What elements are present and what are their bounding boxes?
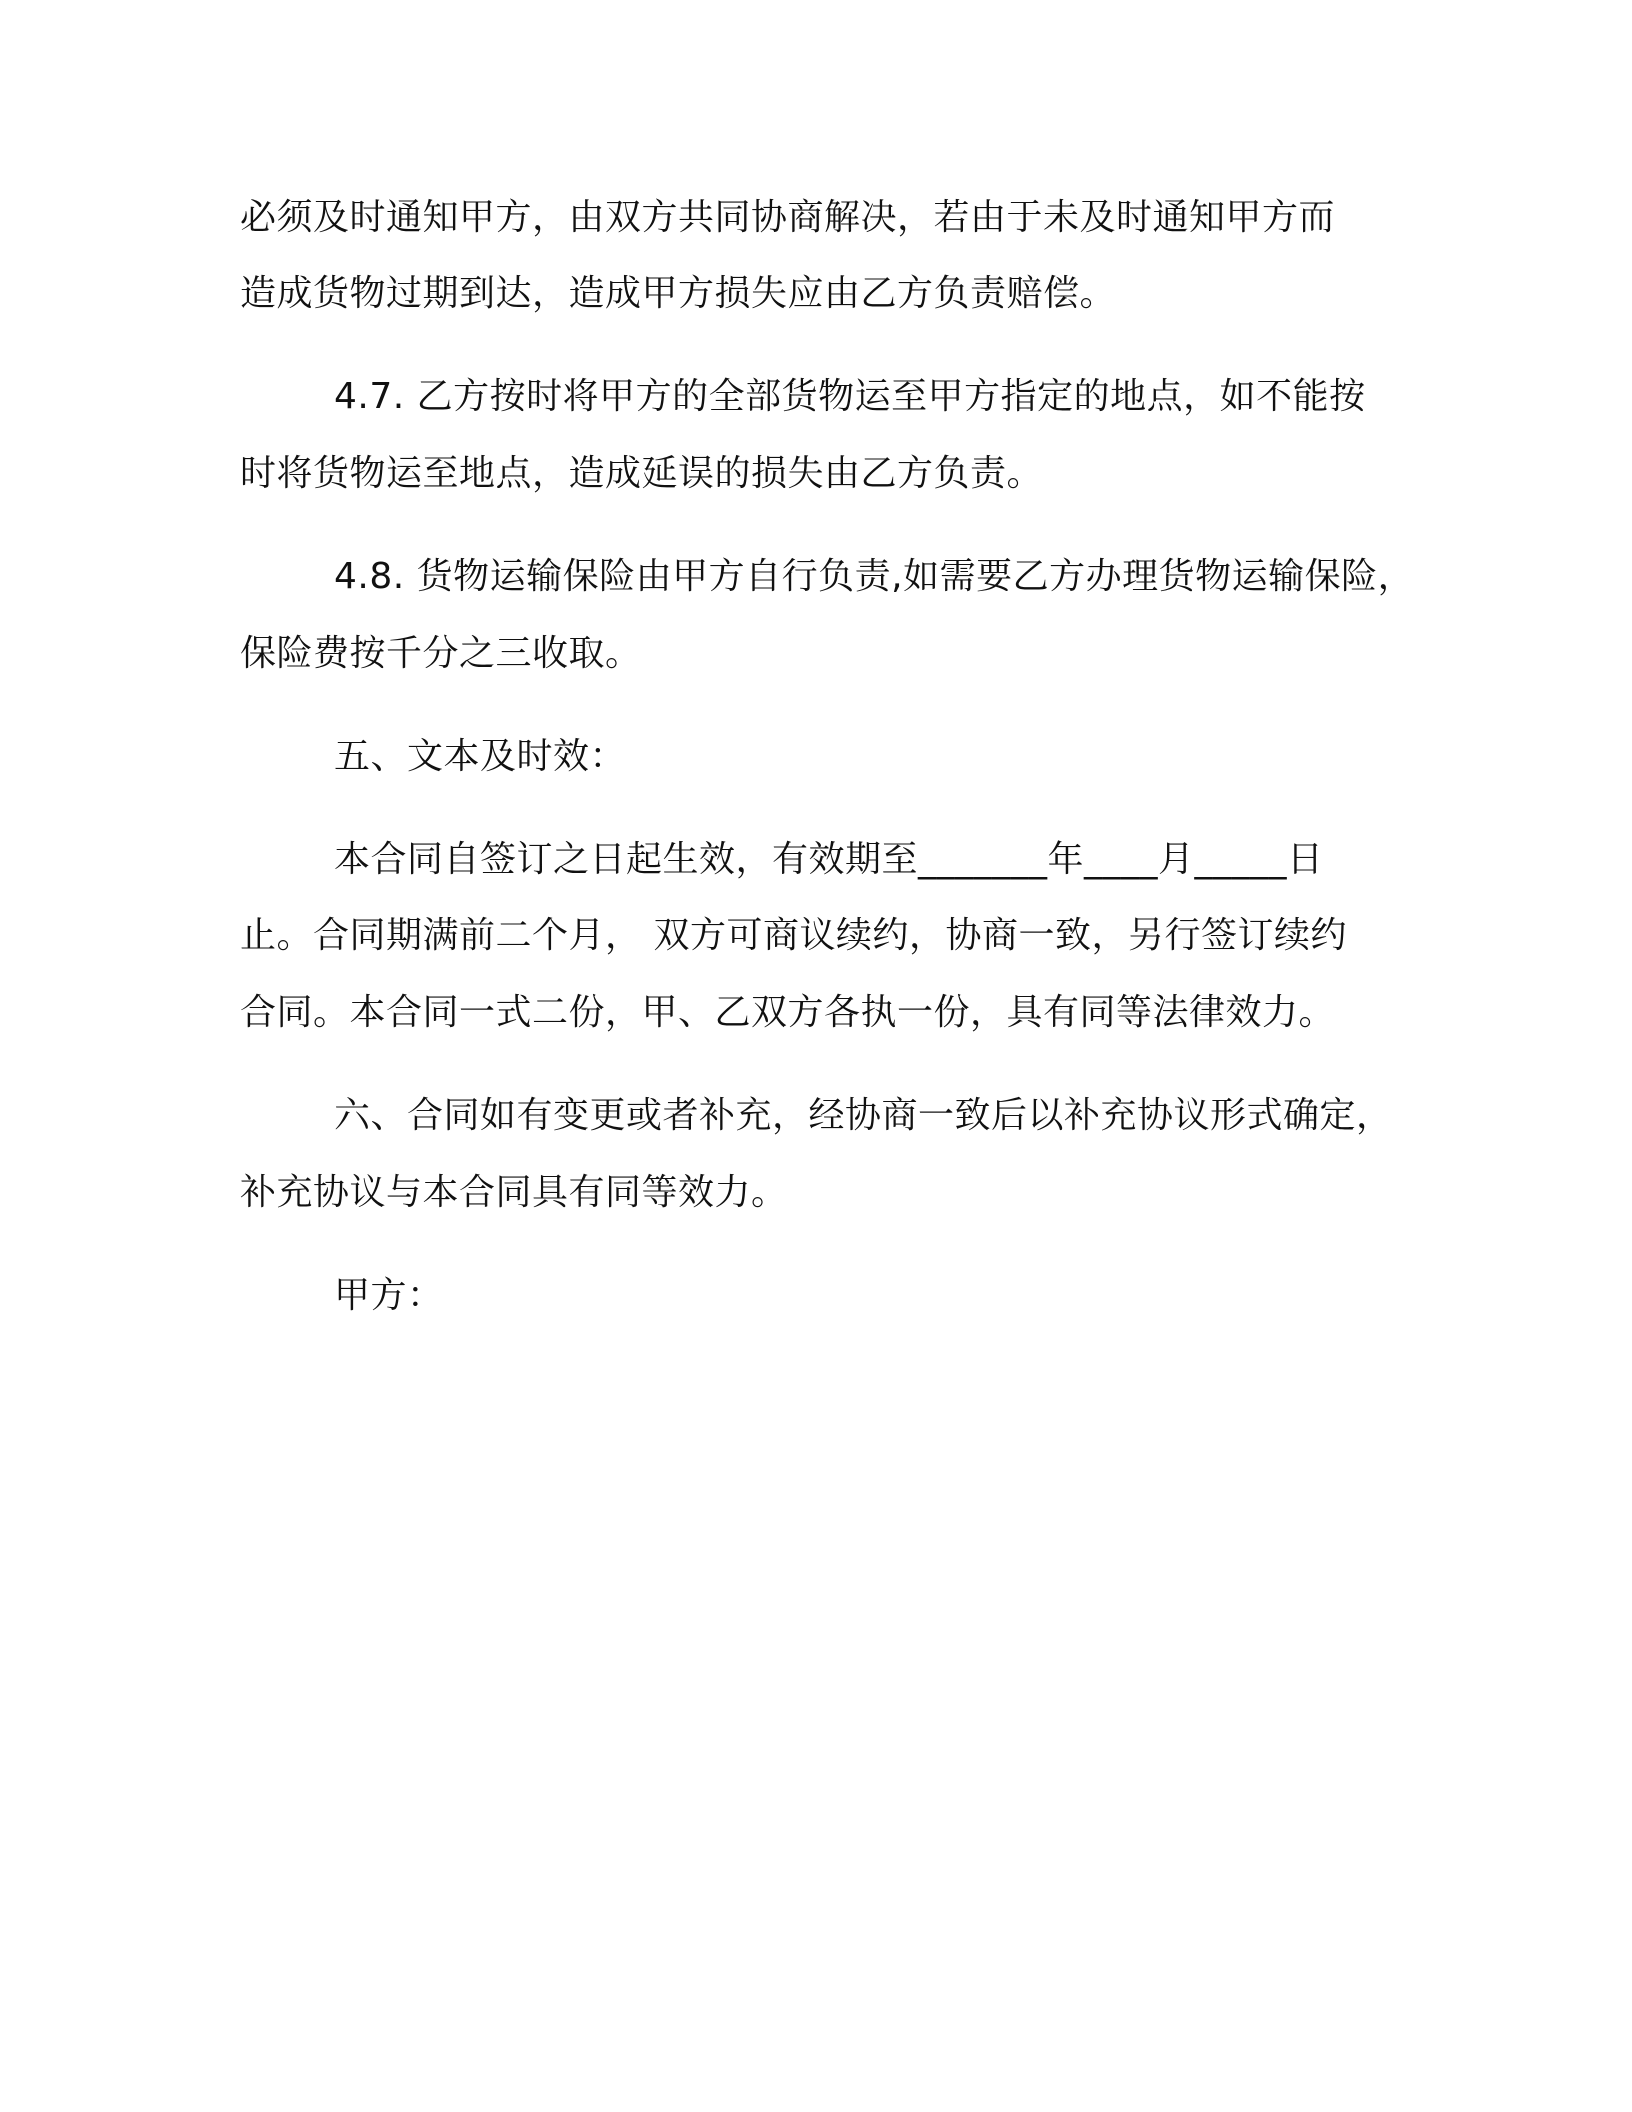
section-6-line-2: 补充协议与本合同具有同等效力。 (240, 1172, 788, 1213)
clause-4-7-line-1: 4.7. 乙方按时将甲方的全部货物运至甲方指定的地点，如不能按 (334, 376, 1366, 417)
section-5-line-3: 合同。本合同一式二份，甲、乙双方各执一份，具有同等法律效力。 (240, 992, 1336, 1033)
section-5-heading: 五、文本及时效： (334, 736, 627, 777)
section-5-line-2: 止。合同期满前二个月， 双方可商议续约，协商一致，另行签订续约 (240, 915, 1347, 956)
clause-4-7-line-2: 时将货物运至地点，造成延误的损失由乙方负责。 (240, 453, 1044, 494)
party-a-label: 甲方： (334, 1275, 444, 1316)
clause-4-6-line-2: 造成货物过期到达，造成甲方损失应由乙方负责赔偿。 (240, 273, 1117, 314)
clause-4-8-line-2: 保险费按千分之三收取。 (240, 633, 642, 674)
clause-4-6-line-1: 必须及时通知甲方，由双方共同协商解决，若由于未及时通知甲方而 (240, 197, 1336, 238)
clause-4-8-line-1: 4.8. 货物运输保险由甲方自行负责,如需要乙方办理货物运输保险， (334, 556, 1415, 597)
section-5-line-1: 本合同自签订之日起生效，有效期至_______年____月_____日 (334, 839, 1324, 880)
section-6-line-1: 六、合同如有变更或者补充，经协商一致后以补充协议形式确定， (334, 1095, 1393, 1136)
